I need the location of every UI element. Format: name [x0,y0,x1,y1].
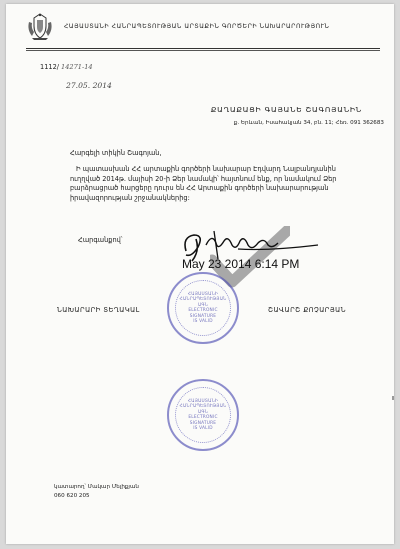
body-line: ուղղված 2014թ. մայիսի 20-ի Ձեր նամակի՝ հայտնում ենք, որ նամակում Ձեր [70,174,337,183]
addressee-name: ՔԱՂԱՔԱՑԻ ԳԱՅԱՆԵ ՇԱԳՈՅԱՆԻՆ [210,105,362,114]
seal-line: ՀԱՆՐԱՊԵՏՈՒԹՅԱՆ [179,297,227,303]
seal-line: SIGNATURE [189,313,217,319]
electronic-signature-seal [167,272,239,344]
executor-phone: 060 620 205 [54,493,90,499]
seal-line: ՀԱՅԱՍՏԱՆԻ [187,399,219,404]
seal-line: ԱԳՆ [197,302,209,308]
letter-greeting: Հարգելի տիկին Շագոյան, [70,149,162,157]
ministry-header: ՀԱՅԱՍՏԱՆԻ ՀԱՆՐԱՊԵՏՈՒԹՅԱՆ ԱՐՏԱՔԻՆ ԳՈՐԾԵՐԻ ՆԱԽԱՐԱՐՈՒԹՅՈՒՆ [64,23,330,30]
reference-date: 27.05. 2014 [66,81,112,90]
seal-line: IS VALID [193,319,213,325]
seal-line: ELECTRONIC [188,308,218,314]
reference-number [40,63,93,71]
header-rule [26,48,380,49]
paper-edge-mark [392,396,394,400]
esignature-timestamp: May 23 2014 6:14 PM [182,257,300,271]
letter-closing: Հարգանքով՝ [78,236,123,244]
body-line: Ի պատասխան ՀՀ արտաքին գործերի նախարար Էդվարդ Նալբանդյանին [76,165,336,173]
addressee-address: ք. Երևան, Իսահակյան 34, բն. 11; Հեռ. 091 362683 [233,120,384,126]
body-line: իրավազորության շրջանակներից: [70,193,190,202]
seal-text [169,292,237,324]
seal-line: ԱԳՆ [197,409,209,415]
seal-line: ՀԱՅԱՍՏԱՆԻ [187,292,219,297]
executor-label: կատարող՝ Մակար Մելիքյան [54,484,139,490]
header-rule-thin [26,50,380,51]
letter-body [70,165,370,203]
electronic-signature-seal-lower [167,379,239,451]
signatory-name: ՇԱՎԱՐՇ ՔՈՉԱՐՅԱՆ [268,306,347,314]
seal-line: SIGNATURE [189,420,217,426]
body-line: բարձրացրած հարցերը դուրս են ՀՀ Արտաքին գործերի նախարարության [70,184,329,193]
seal-line: ELECTRONIC [188,415,218,421]
letter-page [6,4,394,544]
seal-line: IS VALID [193,426,213,432]
reference-prefix: 1112/ [40,63,60,71]
signatory-position: ՆԱԽԱՐԱՐԻ ՏԵՂԱԿԱԼ [57,306,140,314]
reference-handwritten: 14271-14 [61,63,93,71]
executor-info [54,483,139,501]
seal-line: ՀԱՆՐԱՊԵՏՈՒԹՅԱՆ [179,404,227,410]
coat-of-arms-icon [26,12,54,42]
seal-text [169,399,237,431]
